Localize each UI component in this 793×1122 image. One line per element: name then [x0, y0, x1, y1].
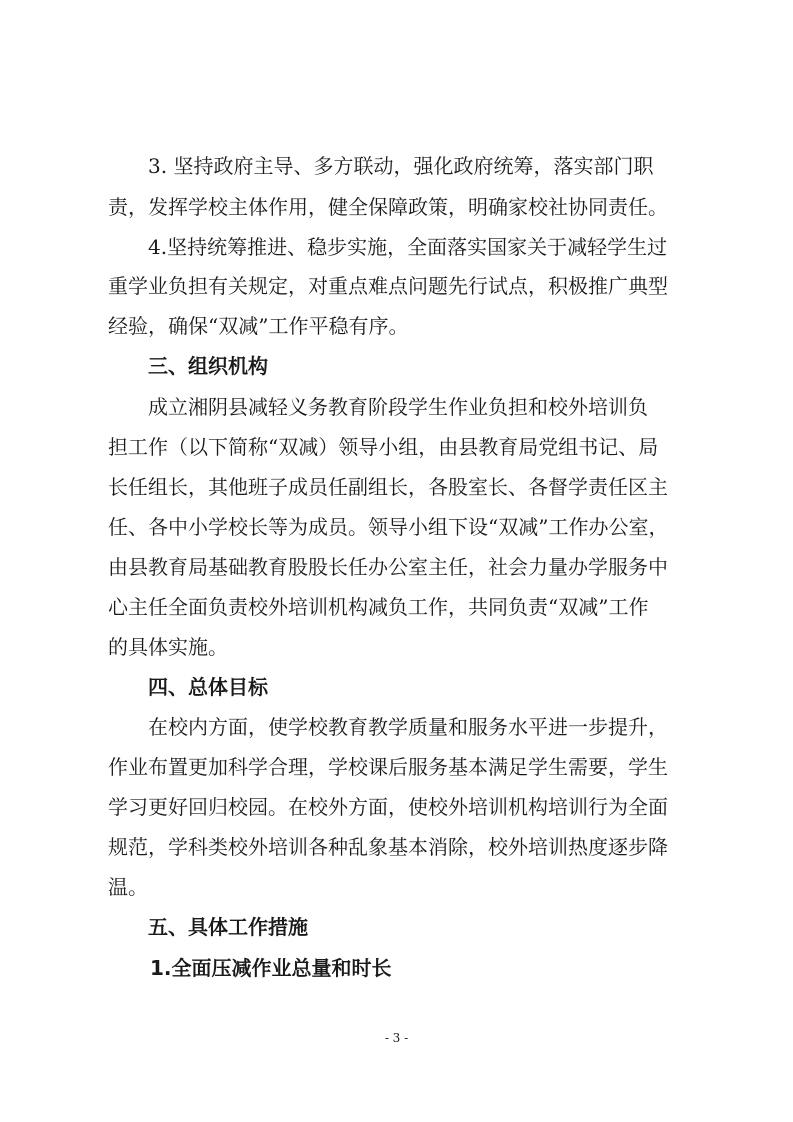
paragraph-organization-line-5: 由县教育局基础教育股股长任办公室主任，社会力量办学服务中 — [108, 555, 668, 579]
subsection-heading-homework: 1.全面压减作业总量和时长 — [150, 956, 392, 980]
paragraph-organization-line-3: 长任组长，其他班子成员任副组长，各股室长、各督学责任区主 — [108, 475, 668, 499]
section-heading-goals: 四、总体目标 — [148, 675, 268, 699]
paragraph-goals-line-5: 温。 — [108, 875, 148, 899]
paragraph-goals-line-4: 规范，学科类校外培训各种乱象基本消除，校外培训热度逐步降 — [108, 835, 668, 859]
paragraph-organization-line-7: 的具体实施。 — [108, 635, 228, 659]
paragraph-principle-3-line-1: 3. 坚持政府主导、多方联动，强化政府统筹，落实部门职 — [148, 154, 654, 178]
paragraph-goals-line-1: 在校内方面，使学校教育教学质量和服务水平进一步提升， — [148, 715, 668, 739]
paragraph-principle-3-line-2: 责，发挥学校主体作用，健全保障政策，明确家校社协同责任。 — [108, 195, 668, 219]
paragraph-organization-line-4: 任、各中小学校长等为成员。领导小组下设“双减”工作办公室， — [108, 515, 669, 539]
page-number: - 3 - — [384, 1031, 409, 1045]
section-heading-organization: 三、组织机构 — [148, 354, 268, 378]
paragraph-organization-line-2: 担工作（以下简称“双减）领导小组，由县教育局党组书记、局 — [108, 435, 659, 459]
paragraph-principle-4-line-3: 经验，确保“双减”工作平稳有序。 — [108, 314, 409, 338]
paragraph-principle-4-line-1: 4.坚持统筹推进、稳步实施，全面落实国家关于减轻学生过 — [148, 235, 668, 259]
paragraph-goals-line-2: 作业布置更加科学合理，学校课后服务基本满足学生需要，学生 — [108, 755, 668, 779]
paragraph-principle-4-line-2: 重学业负担有关规定，对重点难点问题先行试点，积极推广典型 — [108, 274, 668, 298]
paragraph-goals-line-3: 学习更好回归校园。在校外方面，使校外培训机构培训行为全面 — [108, 795, 668, 819]
paragraph-organization-line-1: 成立湘阴县减轻义务教育阶段学生作业负担和校外培训负 — [148, 395, 648, 419]
section-heading-measures: 五、具体工作措施 — [148, 915, 308, 939]
paragraph-organization-line-6: 心主任全面负责校外培训机构减负工作，共同负责“双减”工作 — [108, 595, 649, 619]
